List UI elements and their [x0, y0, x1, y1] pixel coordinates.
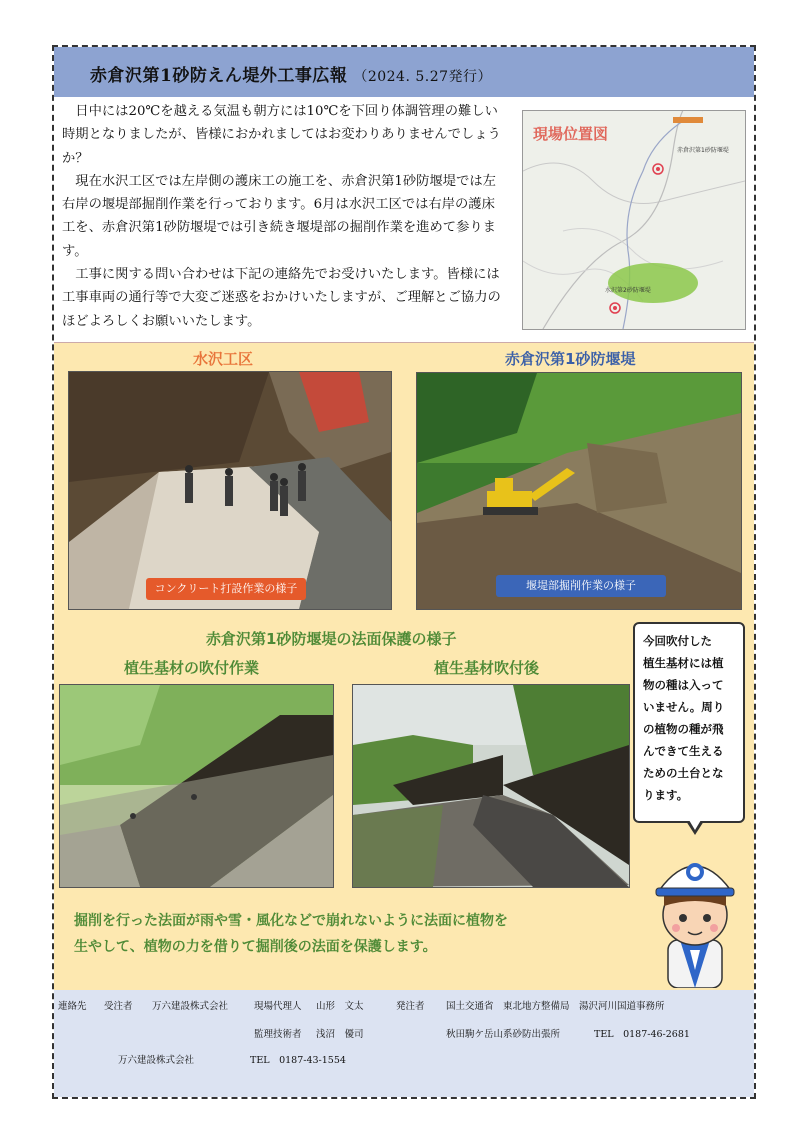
bubble-line: 植生基材には植 — [643, 656, 724, 670]
bubble-tail-inner — [689, 820, 701, 830]
photo-concrete-graphic — [69, 372, 391, 609]
site-map — [522, 110, 746, 330]
map-label-mizusawa: 水沢第2砂防堰堤 — [605, 287, 651, 294]
speech-bubble — [633, 622, 745, 823]
header-bar — [54, 47, 754, 97]
orderer-name: 国土交通省 東北地方整備局 湯沢河川国道事務所 — [446, 1001, 665, 1012]
bubble-line: いません。周り — [643, 700, 725, 714]
section-title-akakurasawa: 赤倉沢第1砂防堰堤 — [505, 350, 636, 368]
site-agent-label: 現場代理人 — [254, 1001, 302, 1012]
contact-label: 連絡先 — [58, 1001, 87, 1012]
map-title: 現場位置図 — [533, 125, 609, 143]
photo-spraying — [59, 684, 334, 888]
orderer-label: 発注者 — [396, 1001, 425, 1012]
bubble-line: 今回吹付した — [643, 634, 712, 648]
office-name: 秋田駒ケ岳山系砂防出張所 — [446, 1029, 561, 1040]
supervisor-label: 監理技術者 — [254, 1029, 302, 1040]
photo-concrete-work — [68, 371, 392, 610]
title-text: 赤倉沢第1砂防えん堤外工事広報 — [90, 66, 348, 86]
footer-contact — [54, 990, 754, 1097]
mascot-worker-illustration — [640, 840, 750, 988]
slope-protection-note — [74, 908, 614, 960]
photo-excavation-graphic — [417, 373, 741, 609]
bubble-line: ための土台とな — [643, 766, 724, 780]
photo-after-spray — [352, 684, 630, 888]
bubble-line: 物の種は入って — [643, 678, 724, 692]
office-tel: TEL 0187-46-2681 — [594, 1029, 690, 1040]
company-name: 万六建設株式会社 — [118, 1055, 195, 1066]
caption-excavation: 堰堤部掘削作業の様子 — [496, 575, 666, 597]
photo-spraying-graphic — [60, 685, 333, 887]
contractor-name: 万六建設株式会社 — [152, 1001, 229, 1012]
bubble-line: の植物の種が飛 — [643, 722, 724, 736]
intro-paragraph: 日中には20℃を越える気温も朝方には10℃を下回り体調管理の難しい時期となりましたが、皆様におかれましてはお変わりありませんでしょうか？ — [62, 104, 501, 166]
note-line-2: 生やして、植物の力を借りて掘削後の法面を保護します。 — [74, 939, 437, 955]
site-agent-name: 山形 文太 — [316, 1001, 364, 1012]
issue-date: （2024. 5.27発行） — [353, 69, 493, 85]
section-title-spraying: 植生基材の吹付作業 — [124, 659, 260, 677]
bubble-line: ります。 — [643, 788, 689, 802]
bubble-line: んできて生える — [643, 744, 724, 758]
map-label-akakurasawa: 赤倉沢第1砂防堰堤 — [677, 147, 729, 154]
section-title-after-spray: 植生基材吹付後 — [434, 659, 540, 677]
caption-concrete: コンクリート打設作業の様子 — [146, 578, 306, 600]
section-title-mizusawa: 水沢工区 — [193, 350, 254, 368]
note-line-1: 掘削を行った法面が雨や雪・風化などで崩れないように法面に植物を — [74, 913, 508, 929]
intro-text — [62, 100, 508, 333]
intro-paragraph: 工事に関する問い合わせは下記の連絡先でお受けいたします。皆様には工事車両の通行等で大変ご迷惑をおかけいたしますが、ご理解とご協力のほどよろしくお願いいたします。 — [62, 267, 501, 329]
company-tel: TEL 0187-43-1554 — [250, 1055, 346, 1066]
contractor-label: 受注者 — [104, 1001, 133, 1012]
section-title-slope: 赤倉沢第1砂防堰堤の法面保護の様子 — [206, 630, 457, 648]
photo-after-spray-graphic — [353, 685, 629, 887]
intro-paragraph: 現在水沢工区では左岸側の護床工の施工を、赤倉沢第1砂防堰堤では左右岸の堰堤部掘削作業を行っております。6月は水沢工区では右岸の護床工を、赤倉沢第1砂防堰堤では引き続き堰堤部の掘削作業を進めて参ります。 — [62, 173, 496, 259]
supervisor-name: 浅沼 優司 — [316, 1029, 364, 1040]
page-title — [90, 61, 492, 86]
